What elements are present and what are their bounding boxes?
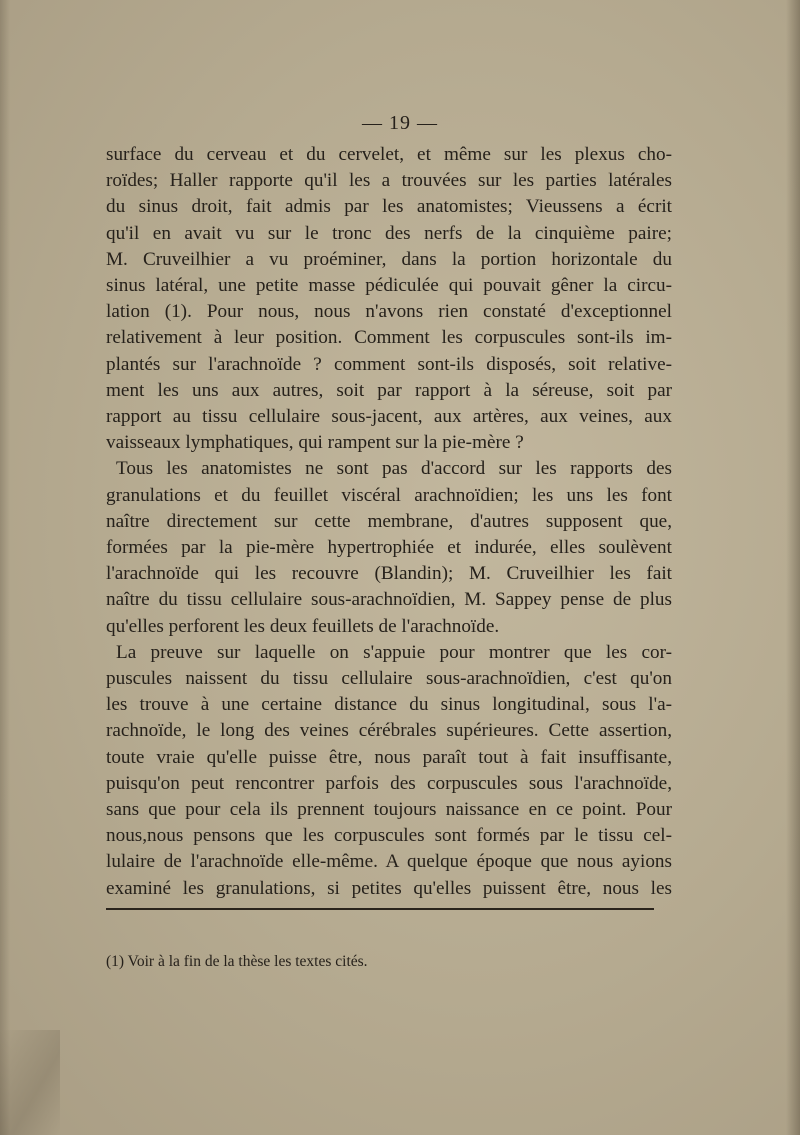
text-line: La preuve sur laquelle on s'appuie pour montrer que les cor- bbox=[116, 641, 672, 663]
text-line: naître directement sur cette membrane, d'autres supposent que, bbox=[106, 510, 672, 532]
footnote-rule bbox=[106, 908, 654, 910]
text-line: les trouve à une certaine distance du sinus longitudinal, sous l'a- bbox=[106, 694, 672, 716]
text-line: qu'il en avait vu sur le tronc des nerfs de la cinquième paire; bbox=[106, 222, 672, 244]
text-line: M. Cruveilhier a vu proéminer, dans la portion horizontale du bbox=[106, 248, 672, 270]
text-line: surface du cerveau et du cervelet, et même sur les plexus cho- bbox=[106, 144, 672, 165]
text-line: examiné les granulations, si petites qu'elles puissent être, nous les bbox=[106, 877, 672, 899]
text-line: Tous les anatomistes ne sont pas d'accord sur les rapports des bbox=[116, 458, 672, 480]
text-line: formées par la pie-mère hypertrophiée et indurée, elles soulèvent bbox=[106, 537, 672, 559]
paper-crease bbox=[0, 1030, 60, 1135]
page-left-shadow bbox=[0, 0, 10, 1135]
text-line: vaisseaux lymphatiques, qui rampent sur la pie-mère ? bbox=[106, 432, 524, 454]
text-line: granulations et du feuillet viscéral arachnoïdien; les uns les font bbox=[106, 484, 672, 506]
text-line: du sinus droit, fait admis par les anatomistes; Vieussens a écrit bbox=[106, 196, 672, 218]
body-text bbox=[106, 142, 672, 902]
text-line: l'arachnoïde qui les recouvre (Blandin); M. Cruveilhier les fait bbox=[106, 563, 672, 585]
page-number: — 19 — bbox=[362, 112, 438, 134]
text-line: puisqu'on peut rencontrer parfois des corpuscules sous l'arachnoïde, bbox=[106, 772, 672, 794]
text-line: plantés sur l'arachnoïde ? comment sont-ils disposés, soit relative- bbox=[106, 353, 672, 375]
text-line: rachnoïde, le long des veines cérébrales supérieures. Cette assertion, bbox=[106, 720, 672, 742]
text-line: sans que pour cela ils prennent toujours naissance en ce point. Pour bbox=[106, 799, 672, 821]
text-line: qu'elles perforent les deux feuillets de l'arachnoïde. bbox=[106, 615, 500, 637]
text-line: lulaire de l'arachnoïde elle-même. A quelque époque que nous ayions bbox=[106, 851, 672, 873]
text-line: relativement à leur position. Comment les corpuscules sont-ils im- bbox=[106, 327, 672, 349]
text-line: nous,nous pensons que les corpuscules sont formés par le tissu cel- bbox=[106, 825, 672, 847]
text-line: naître du tissu cellulaire sous-arachnoïdien, M. Sappey pense de plus bbox=[106, 589, 672, 611]
page-right-shadow bbox=[786, 0, 800, 1135]
footnote: (1) Voir à la fin de la thèse les textes cités. bbox=[106, 953, 368, 970]
text-line: roïdes; Haller rapporte qu'il les a trouvées sur les parties latérales bbox=[106, 170, 672, 192]
text-line: sinus latéral, une petite masse pédiculée qui pouvait gêner la circu- bbox=[106, 275, 672, 297]
text-line: toute vraie qu'elle puisse être, nous paraît tout à fait insuffisante, bbox=[106, 746, 672, 768]
text-line: puscules naissent du tissu cellulaire sous-arachnoïdien, c'est qu'on bbox=[106, 668, 672, 690]
text-line: lation (1). Pour nous, nous n'avons rien constaté d'exceptionnel bbox=[106, 301, 672, 323]
text-line: rapport au tissu cellulaire sous-jacent, aux artères, aux veines, aux bbox=[106, 406, 672, 428]
text-line: ment les uns aux autres, soit par rapport à la séreuse, soit par bbox=[106, 379, 672, 401]
